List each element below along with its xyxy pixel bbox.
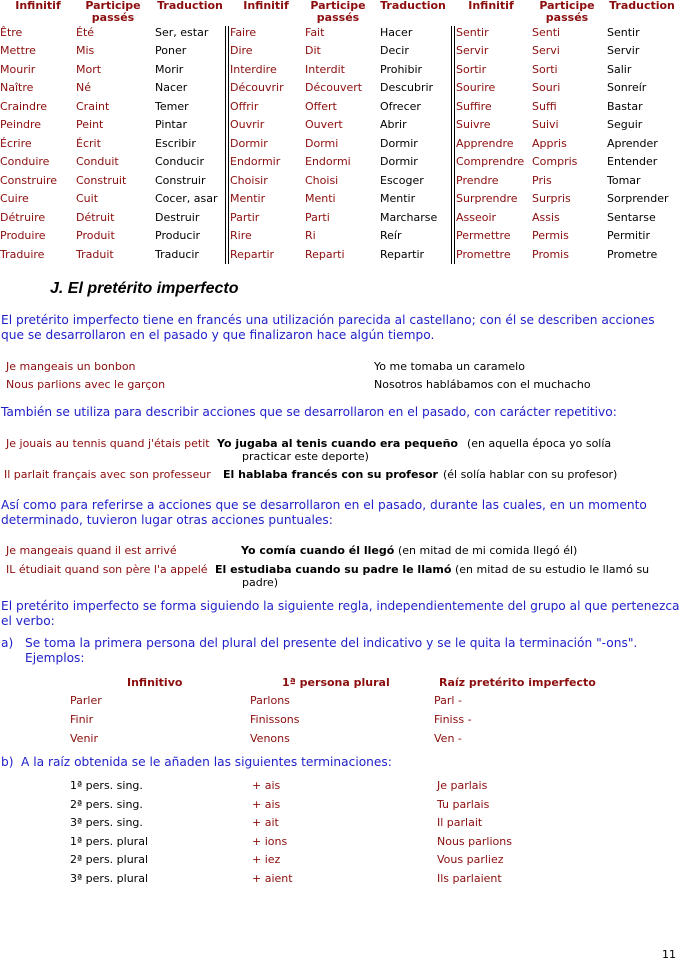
example-note: (en mitad de mi comida llegó él) (398, 544, 578, 557)
rule-b-cell: 3ª pers. plural (70, 872, 149, 885)
participle-cell: Sorti (532, 63, 558, 76)
translation-cell: Descubrir (380, 81, 434, 94)
participle-cell: Né (76, 81, 91, 94)
infinitive-cell: Suffire (456, 100, 492, 113)
participle-cell: Permis (532, 229, 569, 242)
infinitive-cell: Servir (456, 44, 489, 57)
rule-b-cell: + ais (252, 798, 281, 811)
rule-b-cell: Je parlais (437, 779, 488, 792)
infinitive-cell: Découvrir (230, 81, 284, 94)
example-es: Yo me tomaba un caramelo (374, 360, 525, 373)
rule-b-cell: Nous parlions (437, 835, 512, 848)
participle-cell: Suivi (532, 118, 559, 131)
rule-a-cell: Parler (70, 694, 102, 707)
example-fr: Il parlait français avec son professeur (4, 468, 211, 481)
participle-cell: Suffi (532, 100, 557, 113)
translation-cell: Abrir (380, 118, 407, 131)
page-number: 11 (662, 948, 676, 961)
rule-a-cell: Venons (250, 732, 290, 745)
rule-a-text: Se toma la primera persona del plural del presente del indicativo y se le quita la terminación "-ons". Ejemplos: (25, 636, 638, 665)
participle-cell: Fait (305, 26, 325, 39)
rule-b-cell: + aient (252, 872, 293, 885)
rule-a-header: Raíz pretérito imperfecto (439, 676, 596, 689)
infinitive-cell: Offrir (230, 100, 259, 113)
translation-cell: Nacer (155, 81, 188, 94)
infinitive-cell: Craindre (0, 100, 48, 113)
rule-a-cell: Ven - (434, 732, 462, 745)
rule-b-cell: + ais (252, 779, 281, 792)
infinitive-cell: Conduire (0, 155, 50, 168)
table-header: Infinitif (243, 0, 289, 12)
translation-cell: Prometre (607, 248, 658, 261)
infinitive-cell: Asseoir (456, 211, 497, 224)
infinitive-cell: Endormir (230, 155, 281, 168)
rule-a-cell: Finir (70, 713, 94, 726)
translation-cell: Mentir (380, 192, 416, 205)
example-es-bold: El hablaba francés con su profesor (223, 468, 438, 481)
table-header: Participe passés (310, 0, 366, 24)
infinitive-cell: Ouvrir (230, 118, 265, 131)
translation-cell: Poner (155, 44, 187, 57)
participle-cell: Dormi (305, 137, 339, 150)
participle-cell: Découvert (305, 81, 363, 94)
translation-cell: Destruir (155, 211, 200, 224)
infinitive-cell: Écrire (0, 137, 32, 150)
participle-cell: Servi (532, 44, 560, 57)
infinitive-cell: Faire (230, 26, 257, 39)
participle-cell: Reparti (305, 248, 345, 261)
participle-cell: Peint (76, 118, 104, 131)
translation-cell: Entender (607, 155, 658, 168)
infinitive-cell: Partir (230, 211, 260, 224)
infinitive-cell: Mentir (230, 192, 266, 205)
example-es: Nosotros hablábamos con el muchacho (374, 378, 591, 391)
participle-cell: Assis (532, 211, 560, 224)
table-header: Participe passés (539, 0, 595, 24)
infinitive-cell: Surprendre (456, 192, 518, 205)
punctual-paragraph: Así como para referirse a acciones que se desarrollaron en el pasado, durante las cuales, en un momento determinado, tuvieron lugar otras acciones puntuales: (1, 498, 647, 527)
translation-cell: Dormir (380, 155, 418, 168)
participle-cell: Promis (532, 248, 569, 261)
participle-cell: Compris (532, 155, 578, 168)
translation-cell: Ofrecer (380, 100, 421, 113)
translation-cell: Sorprender (607, 192, 669, 205)
table-header: Infinitif (468, 0, 514, 12)
rule-b-cell: 1ª pers. plural (70, 835, 149, 848)
translation-cell: Traducir (155, 248, 199, 261)
rule-b-cell: 2ª pers. sing. (70, 798, 143, 811)
infinitive-cell: Dire (230, 44, 253, 57)
participle-cell: Interdit (305, 63, 345, 76)
participle-cell: Construit (76, 174, 127, 187)
rule-b-cell: 3ª pers. sing. (70, 816, 143, 829)
translation-cell: Conducir (155, 155, 204, 168)
infinitive-cell: Traduire (0, 248, 45, 261)
infinitive-cell: Promettre (456, 248, 511, 261)
example-es-bold: El estudiaba cuando su padre le llamó (215, 563, 452, 576)
rule-a-header: Infinitivo (127, 676, 183, 689)
infinitive-cell: Rire (230, 229, 252, 242)
example-note: (en mitad de su estudio le llamó su padre) (242, 563, 650, 589)
translation-cell: Seguir (607, 118, 643, 131)
rule-a-cell: Parlons (250, 694, 290, 707)
infinitive-cell: Permettre (456, 229, 511, 242)
example-fr: Je jouais au tennis quand j'étais petit (6, 437, 210, 450)
rule-a-cell: Parl - (434, 694, 462, 707)
translation-cell: Tomar (607, 174, 641, 187)
rule-b-marker: b) (1, 755, 14, 769)
example-note: (él solía hablar con su profesor) (443, 468, 618, 481)
infinitive-cell: Sourire (456, 81, 496, 94)
rule-a-cell: Finiss - (434, 713, 472, 726)
participle-cell: Offert (305, 100, 337, 113)
infinitive-cell: Prendre (456, 174, 499, 187)
participle-cell: Mis (76, 44, 95, 57)
translation-cell: Hacer (380, 26, 413, 39)
participle-cell: Pris (532, 174, 552, 187)
infinitive-cell: Peindre (0, 118, 42, 131)
infinitive-cell: Naître (0, 81, 34, 94)
example-es-bold: Yo jugaba al tenis cuando era pequeño (217, 437, 458, 450)
participle-cell: Appris (532, 137, 567, 150)
translation-cell: Cocer, asar (155, 192, 218, 205)
translation-cell: Prohibir (380, 63, 423, 76)
translation-cell: Temer (155, 100, 189, 113)
rule-b-cell: Tu parlais (437, 798, 490, 811)
infinitive-cell: Mettre (0, 44, 36, 57)
formation-paragraph: El pretérito imperfecto se forma siguiendo la siguiente regla, independientemente del grupo al que pertenezca el verbo: (1, 599, 680, 628)
translation-cell: Aprender (607, 137, 658, 150)
example-fr: Nous parlions avec le garçon (6, 378, 166, 391)
repetitive-paragraph: También se utiliza para describir acciones que se desarrollaron en el pasado, con carácter repetitivo: (1, 405, 617, 419)
example-fr: IL étudiait quand son père l'a appelé (6, 563, 208, 576)
participle-cell: Parti (305, 211, 330, 224)
translation-cell: Escoger (380, 174, 424, 187)
column-divider (451, 26, 455, 264)
rule-a-marker: a) (1, 636, 14, 650)
table-header: Participe passés (85, 0, 141, 24)
translation-cell: Dormir (380, 137, 418, 150)
participle-cell: Conduit (76, 155, 119, 168)
participle-cell: Souri (532, 81, 561, 94)
participle-cell: Traduit (76, 248, 114, 261)
example-fr: Je mangeais quand il est arrivé (6, 544, 177, 557)
infinitive-cell: Produire (0, 229, 46, 242)
column-divider (225, 26, 229, 264)
infinitive-cell: Choisir (230, 174, 268, 187)
translation-cell: Permitir (607, 229, 651, 242)
translation-cell: Bastar (607, 100, 643, 113)
rule-a-header: 1ª persona plural (282, 676, 390, 689)
participle-cell: Surpris (532, 192, 571, 205)
table-header: Traduction (609, 0, 675, 12)
table-header: Traduction (157, 0, 223, 12)
translation-cell: Morir (155, 63, 184, 76)
rule-a-cell: Finissons (250, 713, 300, 726)
section-heading: J. El pretérito imperfecto (50, 280, 239, 297)
rule-b-cell: Vous parliez (437, 853, 504, 866)
intro-paragraph: El pretérito imperfecto tiene en francés una utilización parecida al castellano; con él se describen acciones que se desarrollaron en el pasado y que finalizaron hace algún tiempo. (1, 313, 655, 342)
infinitive-cell: Construire (0, 174, 58, 187)
participle-cell: Produit (76, 229, 115, 242)
example-fr: Je mangeais un bonbon (6, 360, 136, 373)
translation-cell: Marcharse (380, 211, 438, 224)
participle-cell: Dit (305, 44, 321, 57)
translation-cell: Servir (607, 44, 640, 57)
infinitive-cell: Mourir (0, 63, 36, 76)
infinitive-cell: Détruire (0, 211, 46, 224)
participle-cell: Menti (305, 192, 336, 205)
rule-b-cell: + ait (252, 816, 279, 829)
rule-b-cell: + iez (252, 853, 281, 866)
rule-a-cell: Venir (70, 732, 98, 745)
translation-cell: Construir (155, 174, 206, 187)
infinitive-cell: Interdire (230, 63, 277, 76)
translation-cell: Repartir (380, 248, 425, 261)
example-note: (en aquella época yo solía practicar este deporte) (242, 437, 612, 463)
translation-cell: Escribir (155, 137, 196, 150)
translation-cell: Sentarse (607, 211, 656, 224)
example-es-bold: Yo comía cuando él llegó (241, 544, 395, 557)
participle-cell: Endormi (305, 155, 351, 168)
participle-cell: Cuit (76, 192, 99, 205)
rule-b-text: A la raíz obtenida se le añaden las siguientes terminaciones: (21, 755, 392, 769)
infinitive-cell: Comprendre (456, 155, 525, 168)
infinitive-cell: Sortir (456, 63, 487, 76)
participle-cell: Ri (305, 229, 316, 242)
infinitive-cell: Sentir (456, 26, 489, 39)
translation-cell: Reír (380, 229, 402, 242)
translation-cell: Ser, estar (155, 26, 209, 39)
translation-cell: Producir (155, 229, 201, 242)
rule-b-cell: + ions (252, 835, 288, 848)
rule-b-cell: Ils parlaient (437, 872, 502, 885)
participle-cell: Ouvert (305, 118, 343, 131)
participle-cell: Écrit (76, 137, 101, 150)
participle-cell: Détruit (76, 211, 115, 224)
table-header: Infinitif (15, 0, 61, 12)
participle-cell: Été (76, 26, 95, 39)
rule-b-cell: Il parlait (437, 816, 483, 829)
translation-cell: Sentir (607, 26, 640, 39)
translation-cell: Decir (380, 44, 409, 57)
infinitive-cell: Apprendre (456, 137, 514, 150)
infinitive-cell: Suivre (456, 118, 491, 131)
infinitive-cell: Repartir (230, 248, 275, 261)
translation-cell: Pintar (155, 118, 187, 131)
translation-cell: Salir (607, 63, 632, 76)
infinitive-cell: Être (0, 26, 23, 39)
rule-b-cell: 1ª pers. sing. (70, 779, 143, 792)
rule-b-cell: 2ª pers. plural (70, 853, 149, 866)
infinitive-cell: Cuire (0, 192, 29, 205)
infinitive-cell: Dormir (230, 137, 268, 150)
participle-cell: Senti (532, 26, 561, 39)
participle-cell: Mort (76, 63, 102, 76)
participle-cell: Choisi (305, 174, 339, 187)
table-header: Traduction (380, 0, 446, 12)
translation-cell: Sonreír (607, 81, 647, 94)
participle-cell: Craint (76, 100, 110, 113)
